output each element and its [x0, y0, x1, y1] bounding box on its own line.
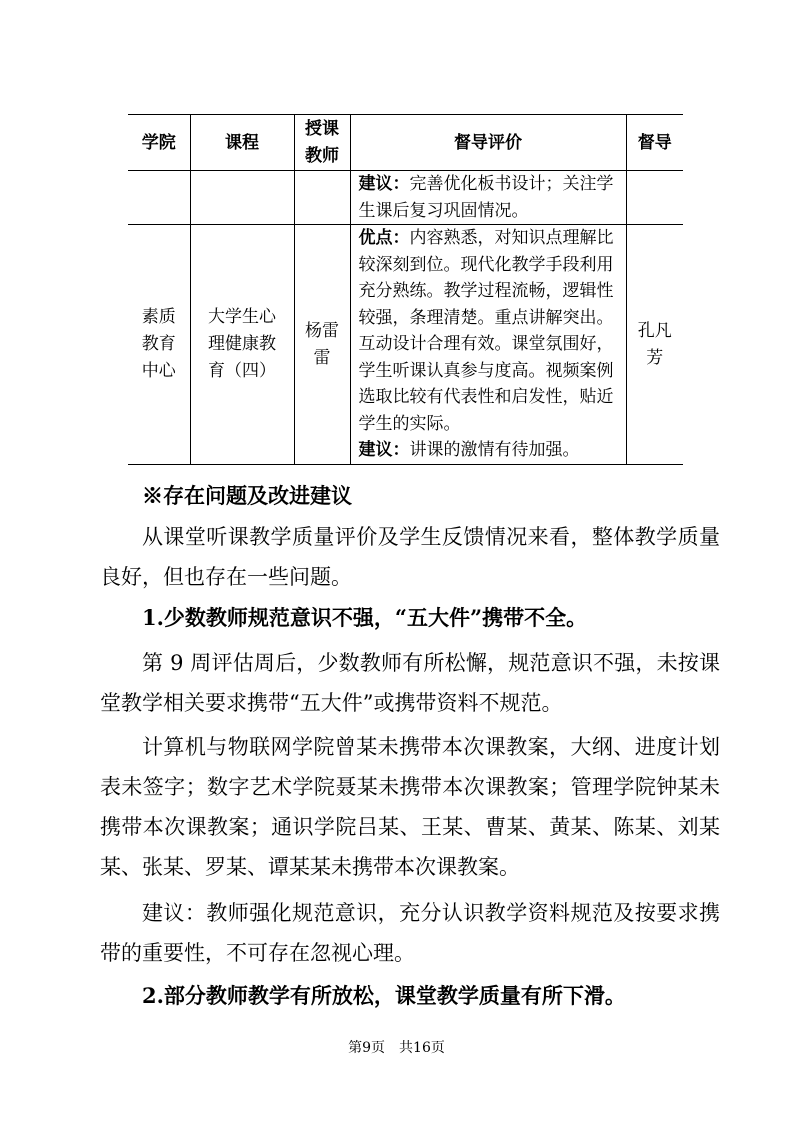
review-text: 讲课的激情有待加强。	[409, 440, 580, 461]
cell-supervisor	[626, 171, 683, 225]
cell-teacher	[294, 225, 350, 465]
review-text: 内容熟悉，对知识点理解比较深刻到位。现代化教学手段利用充分熟练。教学过程流畅，逻辑性较强，条理清楚。重点讲解突出。互动设计合理有效。课堂氛围好，学生听课认真参与度高。视频案例选取比较有代表性和启发性，贴近学生的实际。	[358, 228, 614, 434]
paragraph-3: 建议：教师强化规范意识，充分认识教学资料规范及按要求携带的重要性，不可存在忽视心理。	[100, 901, 720, 965]
cell-teacher	[294, 171, 350, 225]
cell-review	[350, 225, 626, 465]
heading-2: 2.部分教师教学有所放松，课堂教学质量有所下滑。	[142, 983, 626, 1008]
header-supervisor: 督导	[626, 115, 683, 171]
cell-college	[128, 171, 190, 225]
table-row	[128, 171, 683, 225]
evaluation-table	[128, 114, 683, 465]
section-title: ※存在问题及改进建议	[142, 483, 352, 508]
review-text: 完善优化板书设计；关注学生课后复习巩固情况。	[358, 174, 614, 221]
header-teacher-line1: 授课	[305, 118, 339, 139]
paragraph-2: 计算机与物联网学院曾某未携带本次课教案，大纲、进度计划表未签字；数字艺术学院聂某未携带本次课教案；管理学院钟某未携带本次课教案；通识学院吕某、王某、曹某、黄某、陈某、刘某某、张某、罗某、谭某某未携带本次课教案。	[100, 735, 720, 879]
page-footer: 第9页 共16页	[348, 1040, 445, 1056]
header-course: 课程	[190, 115, 294, 171]
heading-1: 1.少数教师规范意识不强，“五大件”携带不全。	[142, 605, 588, 630]
header-college: 学院	[128, 115, 190, 171]
intro-paragraph: 从课堂听课教学质量评价及学生反馈情况来看，整体教学质量良好，但也存在一些问题。	[100, 525, 720, 589]
teacher-line: 雷	[313, 347, 331, 368]
course-line: 大学生心	[208, 307, 276, 327]
course-line: 育（四）	[208, 361, 276, 381]
header-teacher-line2: 教师	[305, 145, 339, 166]
header-teacher	[294, 115, 350, 171]
table-row	[128, 225, 683, 465]
supervisor-line: 孔凡	[637, 320, 672, 341]
college-line: 素质	[141, 307, 176, 327]
cell-college	[128, 225, 190, 465]
college-line: 教育	[141, 334, 176, 354]
cell-course	[190, 171, 294, 225]
teacher-line: 杨雷	[305, 320, 339, 341]
college-line: 中心	[141, 361, 176, 381]
cell-review	[350, 171, 626, 225]
cell-course	[190, 225, 294, 465]
review-label: 优点：	[358, 228, 410, 249]
header-review: 督导评价	[350, 115, 626, 171]
table-header-row	[128, 115, 683, 171]
paragraph-1: 第 9 周评估周后，少数教师有所松懈，规范意识不强，未按课堂教学相关要求携带“五大件”或携带资料不规范。	[100, 651, 720, 715]
review-label: 建议：	[358, 440, 410, 461]
supervisor-line: 芳	[646, 347, 664, 368]
review-label: 建议：	[358, 174, 410, 194]
cell-supervisor	[626, 225, 683, 465]
course-line: 理健康教	[208, 334, 276, 354]
